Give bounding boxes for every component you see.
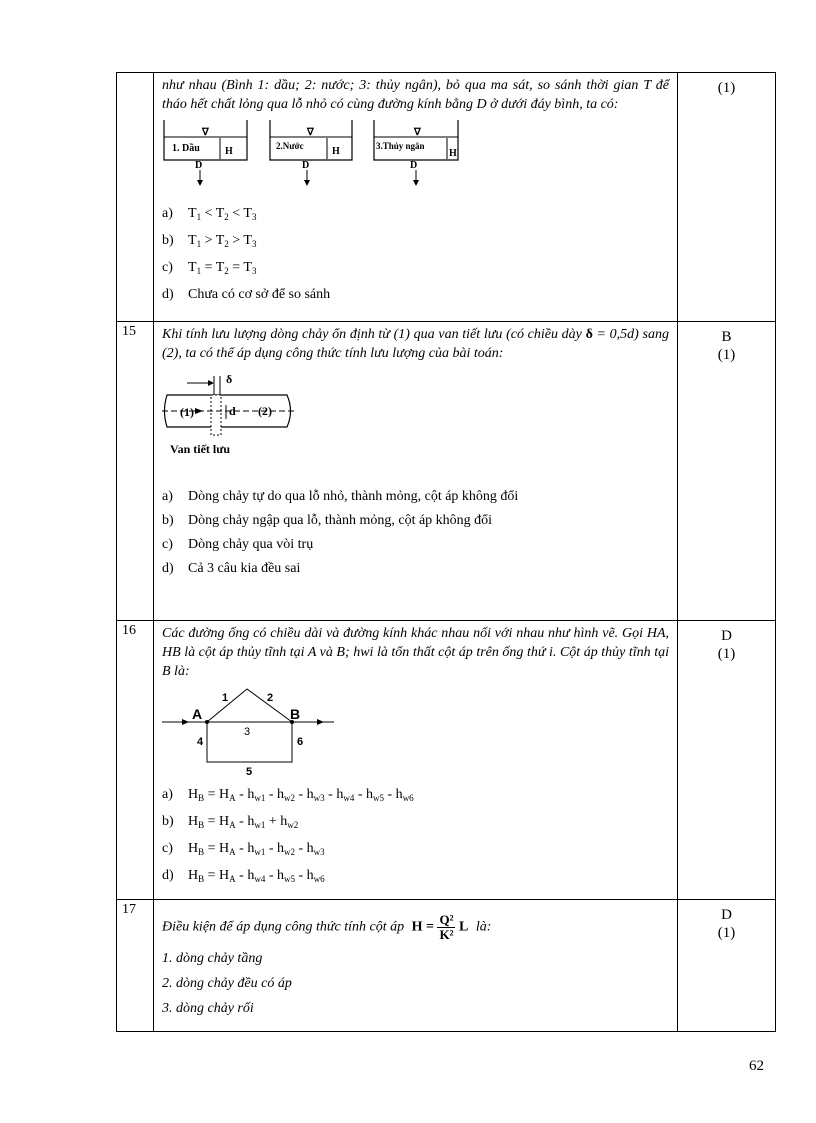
option-b[interactable]: b) Dòng chảy ngập qua lỗ, thành mỏng, cột áp không đổi bbox=[162, 513, 493, 528]
question-stem: như nhau (Bình 1: dầu; 2: nước; 3: thủy ngân), bỏ qua ma sát, so sánh thời gian T để tháo hết chất lỏng qua lỗ nhỏ có cùng đường kính bằng D ở dưới đáy bình, ta có: bbox=[162, 78, 669, 112]
height-label: H bbox=[332, 146, 340, 157]
pipe-label-3: 3 bbox=[244, 726, 251, 738]
option-d[interactable]: d) Chưa có cơ sở để so sánh bbox=[162, 287, 331, 302]
question-number: 15 bbox=[117, 322, 154, 621]
option-b[interactable]: b) $T_1 > T_2 > T_3$ bbox=[162, 233, 257, 249]
option-c[interactable]: c) $H_B = H_A - h_{w1} - h_{w2} - h_{w3}$ bbox=[162, 841, 325, 857]
question-number: 17 bbox=[117, 900, 154, 1032]
diameter-label: D bbox=[410, 160, 418, 171]
option-a[interactable]: a) Dòng chảy tự do qua lỗ nhỏ, thành mỏng, cột áp không đổi bbox=[162, 489, 519, 504]
tank-label-1: 1. Dầu bbox=[172, 143, 200, 154]
answer-letter: B bbox=[721, 329, 732, 345]
delta-label: δ bbox=[226, 372, 233, 386]
question-table bbox=[116, 72, 776, 1032]
option-c[interactable]: c) Dòng chảy qua vòi trụ bbox=[162, 537, 314, 552]
question-stem: Các đường ống có chiều dài và đường kính khác nhau nối với nhau như hình vẽ. Gọi HA, HB là cột áp thủy tĩnh tại A và B; hwi là tổn thất cột áp trên ống thứ i. Cột áp thủy tĩnh tại B là: bbox=[162, 626, 669, 679]
condition-item: 1. dòng chảy tầng bbox=[162, 951, 263, 966]
valve-figure bbox=[162, 371, 297, 471]
option-d[interactable]: d) Cả 3 câu kia đều sai bbox=[162, 561, 301, 576]
answer-score: (1) bbox=[717, 646, 736, 662]
pipe-label-4: 4 bbox=[197, 736, 204, 748]
diameter-label: D bbox=[302, 160, 310, 171]
question-row-14 bbox=[117, 73, 776, 322]
answer-score: (1) bbox=[717, 80, 736, 96]
answer-score: (1) bbox=[717, 347, 736, 363]
answer-letter: D bbox=[721, 628, 732, 644]
pipe-label-2: 2 bbox=[267, 692, 274, 704]
question-content-16 bbox=[154, 621, 678, 900]
question-content-15 bbox=[154, 322, 678, 621]
question-number: 16 bbox=[117, 621, 154, 900]
question-content-14 bbox=[154, 73, 678, 322]
question-number-cell bbox=[117, 73, 154, 322]
answer-score: (1) bbox=[717, 925, 736, 941]
diameter-label: d bbox=[229, 404, 236, 418]
condition-item: 2. dòng chảy đều có áp bbox=[162, 976, 292, 991]
answer-letter: D bbox=[721, 907, 732, 923]
figure-caption: Van tiết lưu bbox=[170, 442, 231, 456]
water-level-icon: ∇ bbox=[202, 127, 209, 138]
head-formula: H = $\frac{\text{Q²}}{\text{K²}}$ L bbox=[411, 912, 469, 942]
condition-item: 3. dòng chảy rối bbox=[162, 1001, 254, 1016]
node-label-a: A bbox=[192, 706, 203, 722]
pipe-label-5: 5 bbox=[246, 766, 253, 777]
node-label-b: B bbox=[290, 706, 301, 722]
pipe-label-6: 6 bbox=[297, 736, 304, 748]
answer-cell-14 bbox=[678, 73, 776, 322]
tanks-figure bbox=[162, 118, 462, 198]
answer-cell-17 bbox=[678, 900, 776, 1032]
answer-cell-16 bbox=[678, 621, 776, 900]
height-label: H bbox=[225, 146, 233, 157]
question-row-16 bbox=[117, 621, 776, 900]
tank-label-2: 2.Nước bbox=[276, 141, 304, 151]
section-label-1: (1) bbox=[180, 405, 194, 419]
option-a[interactable]: a) $T_1 < T_2 < T_3$ bbox=[162, 206, 257, 222]
height-label: H bbox=[449, 148, 457, 159]
question-row-17 bbox=[117, 900, 776, 1032]
question-stem: Khi tính lưu lượng dòng chảy ổn định từ (1) qua van tiết lưu (có chiều dày δ = 0,5d) sang (2), ta có thể áp dụng công thức tính lưu lượng của bài toán: bbox=[162, 327, 669, 361]
option-c[interactable]: c) $T_1 = T_2 = T_3$ bbox=[162, 260, 257, 276]
question-row-15 bbox=[117, 322, 776, 621]
page-number: 62 bbox=[749, 1058, 764, 1074]
option-d[interactable]: d) $H_B = H_A - h_{w4} - h_{w5} - h_{w6}$ bbox=[162, 868, 325, 884]
pipe-network-figure bbox=[162, 687, 342, 777]
pipe-label-1: 1 bbox=[222, 692, 229, 704]
tank-label-3: 3.Thủy ngân bbox=[376, 141, 425, 151]
answer-cell-15 bbox=[678, 322, 776, 621]
water-level-icon: ∇ bbox=[414, 127, 421, 138]
question-content-17 bbox=[154, 900, 678, 1032]
section-label-2: (2) bbox=[258, 404, 272, 418]
option-b[interactable]: b) $H_B = H_A - h_{w1} + h_{w2}$ bbox=[162, 814, 299, 830]
option-a[interactable]: a) $H_B = H_A - h_{w1} - h_{w2} - h_{w3} - h_{w4} - h_{w5} - h_{w6}$ bbox=[162, 787, 414, 803]
question-stem: Điều kiện để áp dụng công thức tính cột áp H = $\frac{\text{Q²}}{\text{K²}}$ L là: bbox=[162, 912, 492, 942]
water-level-icon: ∇ bbox=[307, 127, 314, 138]
diameter-label: D bbox=[195, 160, 203, 171]
